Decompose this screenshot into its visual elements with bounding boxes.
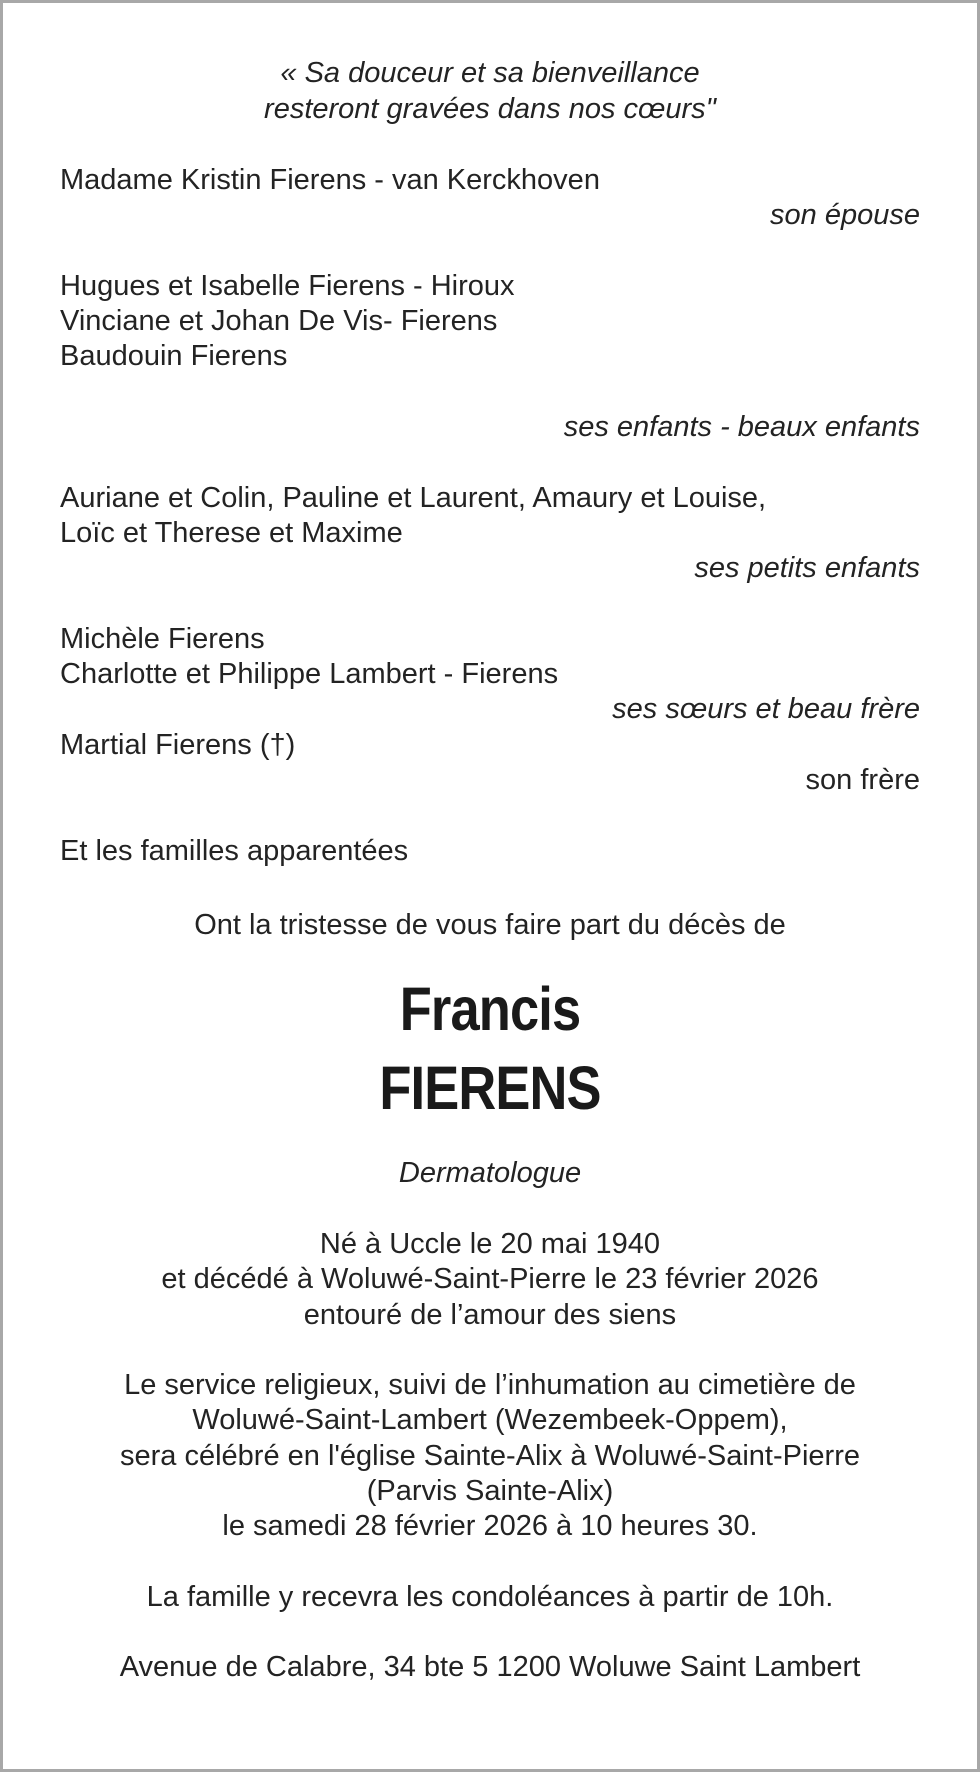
quote-line-2: resteront gravées dans nos cœurs": [264, 93, 716, 125]
service-line: Woluwé-Saint-Lambert (Wezembeek-Oppem),: [192, 1404, 788, 1436]
spouse-role: son épouse: [770, 199, 920, 231]
address: Avenue de Calabre, 34 bte 5 1200 Woluwe Saint Lambert: [119, 1651, 861, 1683]
profession: Dermatologue: [398, 1157, 582, 1189]
grandchildren-line: Loïc et Therese et Maxime: [60, 517, 403, 549]
brother-role: son frère: [805, 764, 920, 796]
birth-line: Né à Uccle le 20 mai 1940: [319, 1228, 661, 1260]
death-line: et décédé à Woluwé-Saint-Pierre le 23 février 2026: [161, 1263, 819, 1295]
child-name: Vinciane et Johan De Vis- Fierens: [60, 305, 498, 337]
service-line: le samedi 28 février 2026 à 10 heures 30.: [222, 1510, 758, 1542]
deceased-last-name: FIERENS: [379, 1054, 601, 1122]
child-name: Hugues et Isabelle Fierens - Hiroux: [60, 270, 515, 302]
deceased-first-name: Francis: [399, 975, 581, 1043]
service-line: Le service religieux, suivi de l’inhumation au cimetière de: [124, 1369, 856, 1401]
related-families: Et les familles apparentées: [60, 835, 409, 867]
condolences: La famille y recevra les condoléances à partir de 10h.: [146, 1581, 834, 1613]
sisters-role: ses sœurs et beau frère: [612, 693, 920, 725]
sister-name: Michèle Fierens: [60, 623, 265, 655]
spouse-name: Madame Kristin Fierens - van Kerckhoven: [60, 164, 600, 196]
child-name: Baudouin Fierens: [60, 340, 288, 372]
service-line: sera célébré en l'église Sainte-Alix à Woluwé-Saint-Pierre: [119, 1440, 860, 1472]
children-role: ses enfants - beaux enfants: [563, 411, 920, 443]
sister-name: Charlotte et Philippe Lambert - Fierens: [60, 658, 559, 690]
quote-line-1: « Sa douceur et sa bienveillance: [280, 57, 700, 89]
grandchildren-line: Auriane et Colin, Pauline et Laurent, Amaury et Louise,: [60, 482, 767, 514]
announcement: Ont la tristesse de vous faire part du décès de: [194, 909, 786, 941]
grandchildren-role: ses petits enfants: [694, 552, 920, 584]
surrounded-line: entouré de l’amour des siens: [303, 1299, 677, 1331]
brother-name: Martial Fierens (†): [60, 729, 296, 761]
service-line: (Parvis Sainte-Alix): [366, 1475, 614, 1507]
